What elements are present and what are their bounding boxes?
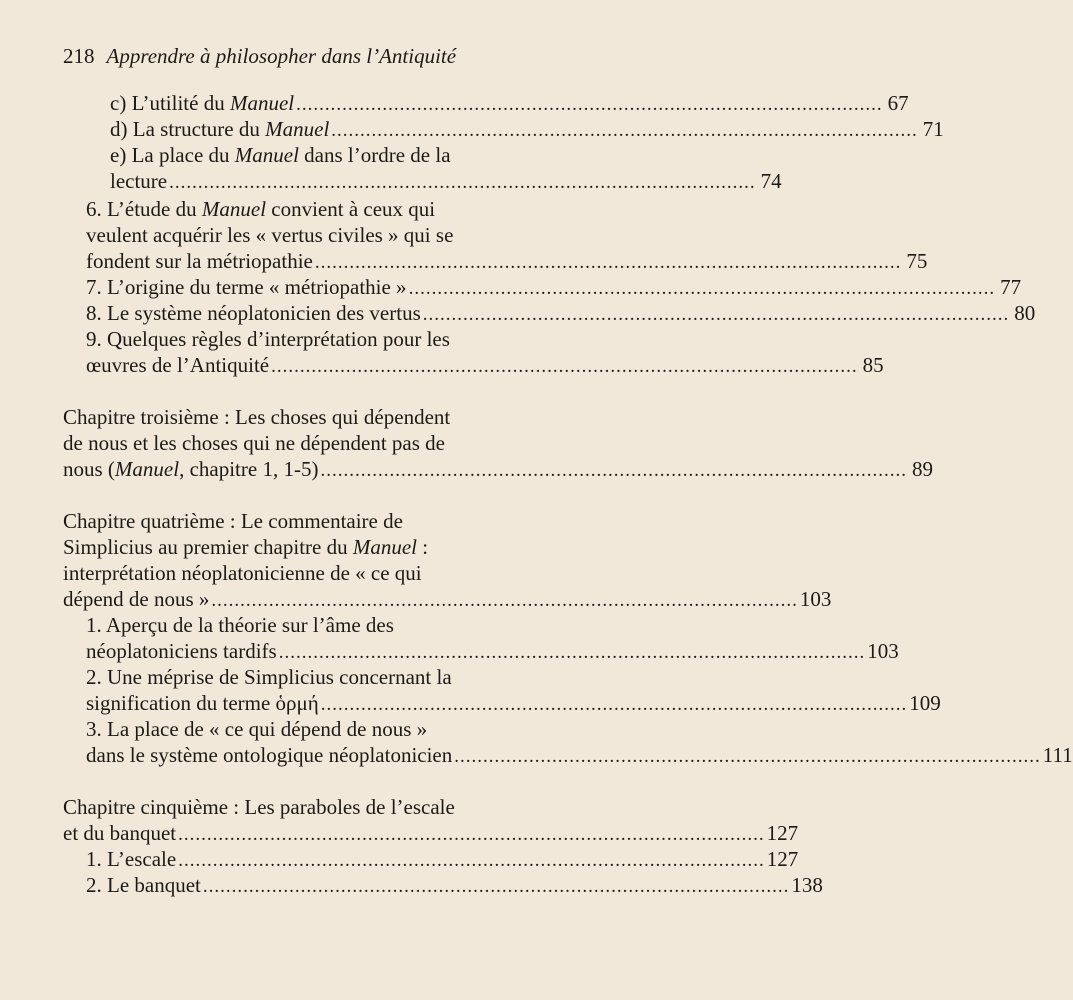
toc-entry-e-line2: lecture ...................................................................................................... 74 [110,168,550,196]
toc-ch4-section-3-line2: dans le système ontologique néoplatonicien ...................................................................................................... 111 [86,742,550,770]
toc-entry-c: c) L’utilité du Manuel ...................................................................................................... 67 [110,90,550,118]
toc-page-number: 109 [909,691,941,715]
dot-leader: ...................................................................................................... [278,642,866,663]
dot-leader: ...................................................................................................... [211,590,798,611]
dot-leader: ...................................................................................................... [422,304,1010,325]
toc-entry-6-line1: 6. L’étude du Manuel convient à ceux qui [86,197,436,221]
page-number: 218 [63,44,95,68]
toc-chapter-4-line4: dépend de nous » ...................................................................................................... 103 [63,586,550,614]
toc-ch4-section-2-line1: 2. Une méprise de Simplicius concernant la [86,665,452,689]
toc-page-number: 75 [906,249,928,273]
dot-leader: ...................................................................................................... [314,252,902,273]
toc-page-number: 67 [887,91,909,115]
toc-page-number: 127 [766,847,799,871]
dot-leader: ...................................................................................................... [271,356,858,377]
toc-entry-9-line2: œuvres de l’Antiquité ...................................................................................................... 85 [86,352,550,380]
toc-entry-7: 7. L’origine du terme « métriopathie » ...................................................................................................... 77 [86,274,550,302]
dot-leader: ...................................................................................................... [296,94,883,115]
toc-page-number: 103 [867,639,899,663]
book-title: Apprendre à philosopher dans l’Antiquité [106,44,457,68]
toc-entry-6-line3: fondent sur la métriopathie ...................................................................................................... 75 [86,248,550,276]
toc-chapter-4-line2: Simplicius au premier chapitre du Manuel : [63,535,429,559]
toc-ch4-section-2-line2: signification du terme ὁρμή ...................................................................................................... 109 [86,690,550,718]
toc-chapter-5-line2: et du banquet ...................................................................................................... 127 [63,820,550,848]
dot-leader: ...................................................................................................... [169,172,756,193]
toc-chapter-3-line3: nous (Manuel, chapitre 1, 1-5) ...................................................................................................... 89 [63,456,550,484]
toc-page-number: 74 [760,169,782,193]
toc-page-number: 111 [1042,743,1073,767]
toc-chapter-4-line3: interprétation néoplatonicienne de « ce qui [63,561,422,585]
dot-leader: ...................................................................................................... [202,876,790,897]
toc-entry-6-line2: veulent acquérir les « vertus civiles » qui se [86,223,454,247]
running-header [63,42,553,70]
toc-ch5-section-1: 1. L’escale ...................................................................................................... 127 [86,846,550,874]
dot-leader: ...................................................................................................... [331,120,918,141]
toc-chapter-3-line2: de nous et les choses qui ne dépendent pas de [63,431,445,455]
toc-ch4-section-1-line1: 1. Aperçu de la théorie sur l’âme des [86,613,394,637]
dot-leader: ...................................................................................................... [454,746,1041,767]
toc-page-number: 77 [1000,275,1022,299]
toc-ch4-section-3-line1: 3. La place de « ce qui dépend de nous » [86,717,428,741]
dot-leader: ...................................................................................................... [320,694,908,715]
toc-entry-8: 8. Le système néoplatonicien des vertus ...................................................................................................... 80 [86,300,550,328]
toc-ch4-section-1-line2: néoplatoniciens tardifs ...................................................................................................... 103 [86,638,550,666]
dot-leader: ...................................................................................................... [178,850,765,871]
toc-page-number: 89 [911,457,933,481]
toc-page-number: 85 [862,353,884,377]
toc-page-number: 71 [922,117,944,141]
toc-chapter-4-line1: Chapitre quatrième : Le commentaire de [63,509,403,533]
toc-ch5-section-2: 2. Le banquet ...................................................................................................... 138 [86,872,550,900]
toc-page-number: 103 [799,587,832,611]
toc-entry-d: d) La structure du Manuel ...................................................................................................... 71 [110,116,550,144]
toc-page-number: 138 [791,873,823,897]
dot-leader: ...................................................................................................... [408,278,996,299]
toc-page-number: 127 [766,821,799,845]
dot-leader: ...................................................................................................... [320,460,907,481]
dot-leader: ...................................................................................................... [178,824,765,845]
toc-entry-9-line1: 9. Quelques règles d’interprétation pour les [86,327,450,351]
toc-chapter-5-line1: Chapitre cinquième : Les paraboles de l’escale [63,795,455,819]
toc-entry-e-line1: e) La place du Manuel dans l’ordre de la [110,143,451,167]
toc-chapter-3-line1: Chapitre troisième : Les choses qui dépendent [63,405,451,429]
toc-page-number: 80 [1014,301,1036,325]
